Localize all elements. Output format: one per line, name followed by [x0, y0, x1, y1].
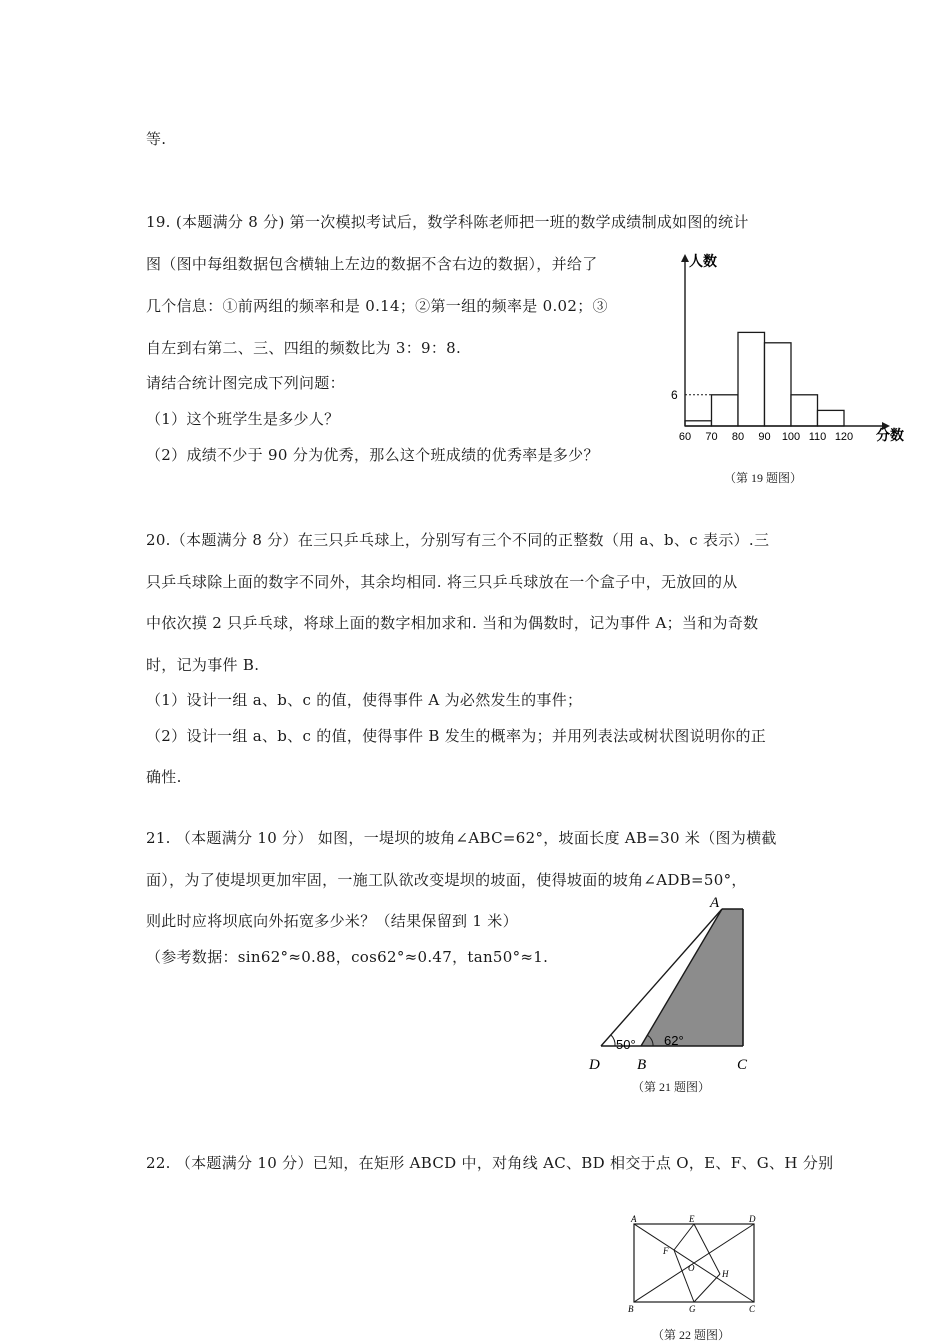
- angle-b-label: 62°: [664, 1033, 684, 1048]
- x-tick-label: 90: [758, 431, 771, 443]
- segment-ef: [674, 1224, 694, 1250]
- x-tick-label: 120: [834, 431, 854, 443]
- pt-f: F: [663, 1246, 669, 1256]
- histogram-bar: [791, 395, 818, 426]
- x-axis-label: 分数: [876, 428, 904, 444]
- histogram-bar: [712, 395, 739, 426]
- point-c-label: C: [737, 1057, 748, 1073]
- q20-line-2: 只乒乓球除上面的数字不同外，其余均相同. 将三只乒乓球放在一个盒子中，无放回的从: [146, 573, 738, 591]
- q22-line-1: 22. （本题满分 10 分）已知，在矩形 ABCD 中，对角线 AC、BD 相交于点 O，E、F、G、H 分别: [146, 1154, 834, 1172]
- pt-h: H: [722, 1269, 729, 1279]
- point-a-label: A: [710, 895, 720, 911]
- x-tick-label: 70: [705, 431, 718, 443]
- segment-gh: [694, 1274, 720, 1302]
- segment-fg: [674, 1250, 694, 1302]
- q21-caption: （第 21 题图）: [632, 1080, 711, 1094]
- q20-line-7: 确性.: [146, 768, 182, 786]
- q19-line-3: 几个信息：①前两组的频率和是 0.14；②第一组的频率是 0.02；③: [146, 297, 608, 315]
- pt-b: B: [628, 1304, 634, 1314]
- q20-line-3: 中依次摸 2 只乒乓球，将球上面的数字相加求和. 当和为偶数时，记为事件 A；当和为奇数: [146, 614, 759, 632]
- q19-line-5: 请结合统计图完成下列问题：: [146, 374, 345, 392]
- point-d-label: D: [589, 1057, 600, 1073]
- q19-line-6: （1）这个班学生是多少人？: [146, 410, 340, 428]
- x-tick-label: 100: [781, 431, 801, 443]
- x-tick-label: 110: [808, 431, 827, 443]
- x-tick-label: 80: [731, 431, 745, 443]
- q20-line-4: 时，记为事件 B.: [146, 656, 260, 674]
- pt-o: O: [688, 1263, 695, 1273]
- q19-line-7: （2）成绩不少于 90 分为优秀，那么这个班成绩的优秀率是多少？: [146, 446, 599, 464]
- q19-caption: （第 19 题图）: [724, 471, 803, 485]
- dam-cross-section-figure: [585, 893, 765, 1078]
- q21-line-1: 21. （本题满分 10 分） 如图，一堤坝的坡角∠ABC=62°，坡面长度 AB=30 米（图为横截: [146, 829, 777, 847]
- x-tick-label: 60: [678, 431, 692, 443]
- angle-d-label: 50°: [616, 1037, 636, 1052]
- histogram-chart: [650, 248, 920, 448]
- q20-line-1: 20.（本题满分 8 分）在三只乒乓球上，分别写有三个不同的正整数（用 a、b、c 表示）.三: [146, 531, 770, 549]
- pt-c: C: [749, 1304, 756, 1314]
- histogram-bar: [765, 343, 792, 426]
- q20-line-6: （2）设计一组 a、b、c 的值，使得事件 B 发生的概率为；并用列表法或树状图说明你的正: [146, 727, 767, 745]
- pt-d: D: [749, 1214, 756, 1224]
- pt-a: A: [631, 1214, 637, 1224]
- q21-line-3: 则此时应将坝底向外拓宽多少米？（结果保留到 1 米）: [146, 912, 518, 930]
- q22-caption: （第 22 题图）: [652, 1328, 731, 1342]
- histogram-bar: [738, 332, 765, 426]
- histogram-bar: [818, 410, 845, 426]
- y-tick-label: 6: [671, 387, 678, 402]
- q19-line-1: 19. (本题满分 8 分) 第一次模拟考试后，数学科陈老师把一班的数学成绩制成如图的统计: [146, 213, 749, 231]
- rectangle-figure: [625, 1212, 765, 1317]
- pt-e: E: [689, 1214, 695, 1224]
- q19-line-4: 自左到右第二、三、四组的频数比为 3：9：8.: [146, 339, 462, 357]
- y-axis-arrow: [681, 254, 689, 262]
- histogram-bar: [685, 421, 712, 426]
- y-axis-label: 人数: [689, 254, 717, 270]
- angle-d-arc: [611, 1035, 615, 1046]
- q21-line-2: 面），为了使堤坝更加牢固，一施工队欲改变堤坝的坡面，使得坡面的坡角∠ADB=50°，: [146, 871, 747, 889]
- dam-shaded-area: [641, 909, 743, 1046]
- q21-line-4: （参考数据：sin62°≈0.88，cos62°≈0.47，tan50°≈1.: [146, 948, 549, 966]
- continued-text: 等.: [146, 130, 167, 148]
- q20-line-5: （1）设计一组 a、b、c 的值，使得事件 A 为必然发生的事件；: [146, 691, 583, 709]
- pt-g: G: [689, 1304, 696, 1314]
- point-b-label: B: [637, 1057, 647, 1073]
- q19-line-2: 图（图中每组数据包含横轴上左边的数据不含右边的数据），并给了: [146, 255, 598, 273]
